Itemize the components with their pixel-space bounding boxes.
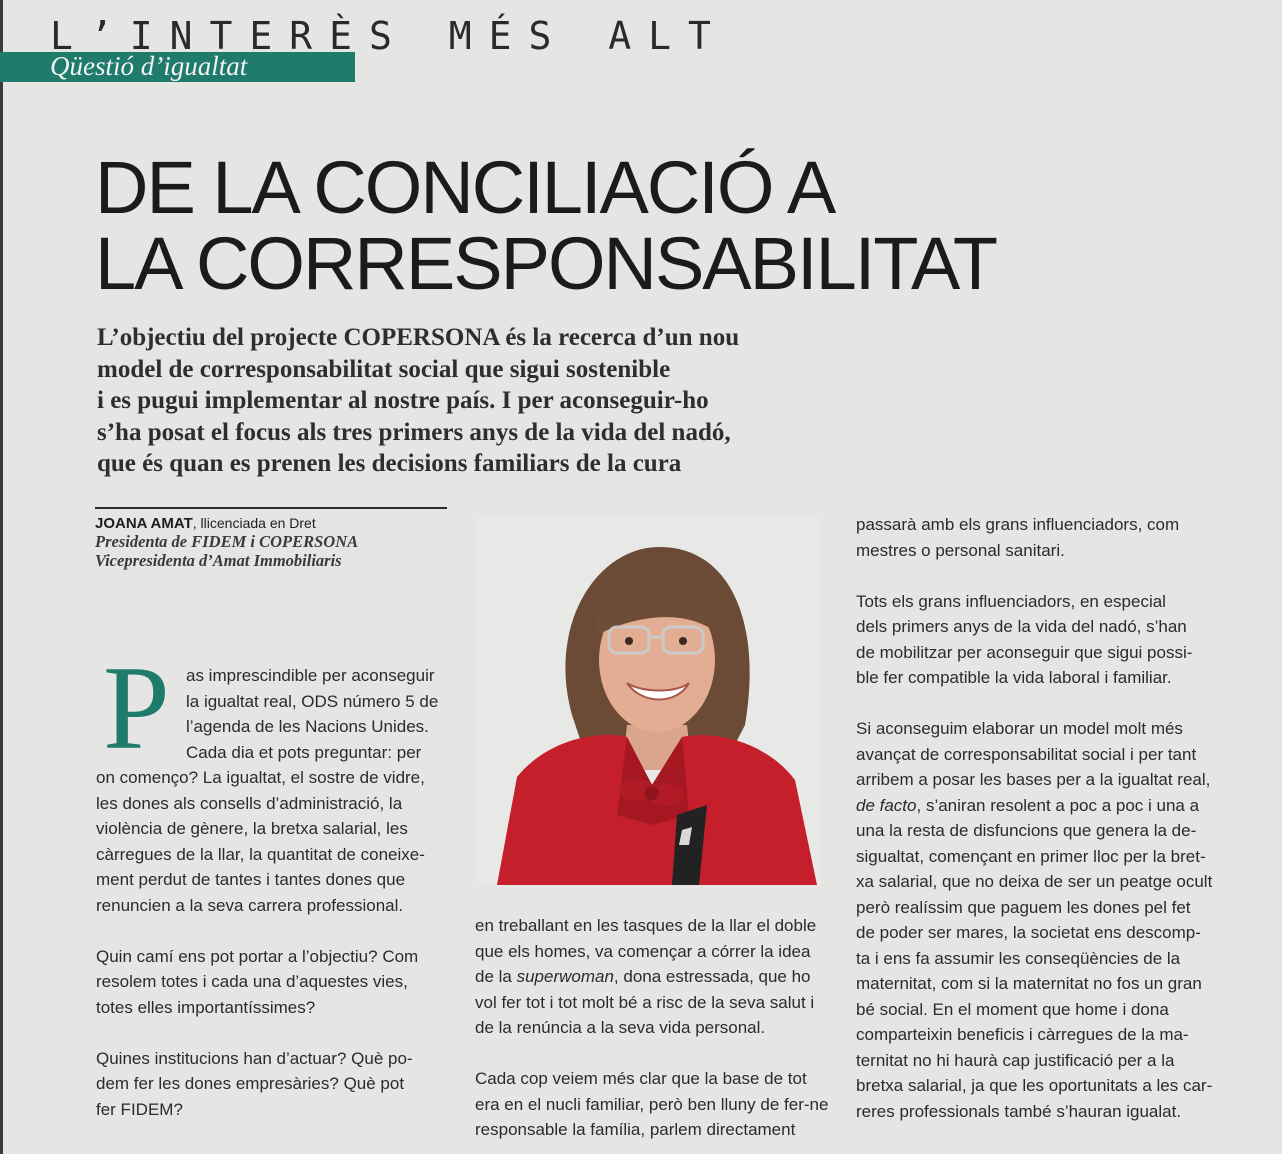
- body-line: as imprescindible per aconseguir: [186, 666, 435, 685]
- body-line: de poder ser mares, la societat ens descomp-: [856, 923, 1201, 942]
- body-line: dels primers anys de la vida del nadó, s’han: [856, 617, 1187, 636]
- byline-divider: [95, 507, 447, 509]
- paragraph-gap: [856, 691, 1216, 717]
- paragraph-gap: [475, 1041, 833, 1067]
- author-role: Vicepresidenta d’Amat Immobiliaris: [95, 551, 342, 570]
- body-line: de la renúncia a la seva vida personal.: [475, 1018, 766, 1037]
- lede-line: i es pugui implementar al nostre país. I per aconseguir-ho: [97, 387, 709, 414]
- body-line: Cada cop veiem més clar que la base de tot: [475, 1069, 807, 1088]
- body-line: una la resta de disfuncions que genera la de-: [856, 821, 1197, 840]
- body-column-2: [475, 913, 833, 1143]
- body-column-1: [96, 663, 452, 1122]
- body-line: bretxa salarial, ja que les oportunitats a les car-: [856, 1076, 1213, 1095]
- body-line: comparteixin beneficis i càrregues de la ma-: [856, 1025, 1189, 1044]
- body-line: Cada dia et pots preguntar: per: [186, 742, 422, 762]
- body-line: reres professionals també s’hauran igualat.: [856, 1101, 1182, 1121]
- body-line: on començo? La igualtat, el sostre de vidre,: [96, 768, 425, 787]
- lede-line: model de corresponsabilitat social que sigui sostenible: [97, 355, 671, 383]
- italic-term: superwoman: [516, 967, 614, 986]
- section-title: L’INTERÈS MÉS ALT: [50, 14, 728, 58]
- body-line: responsable la família, parlem directament: [475, 1120, 796, 1139]
- paragraph-gap: [96, 1020, 452, 1046]
- body-line: però realíssim que paguem les dones pel fet: [856, 897, 1191, 917]
- body-line: fer FIDEM?: [96, 1099, 183, 1119]
- body-line: sigualtat, començant en primer lloc per la bret-: [856, 846, 1206, 866]
- author-role: Presidenta de FIDEM i COPERSONA: [95, 532, 359, 551]
- body-line: maternitat, com si la maternitat no fos un gran: [856, 974, 1202, 993]
- body-line: violència de gènere, la bretxa salarial, les: [96, 819, 408, 838]
- body-line: resolem totes i cada una d’aquestes vies,: [96, 972, 408, 991]
- body-line: càrregues de la llar, la quantitat de coneixe-: [96, 844, 425, 864]
- body-line: vol fer tot i tot molt bé a risc de la seva salut i: [475, 992, 815, 1012]
- body-line: Quin camí ens pot portar a l’objectiu? Com: [96, 946, 419, 966]
- body-line: era en el nucli familiar, però ben lluny de fer-ne: [475, 1094, 829, 1114]
- paragraph-gap: [856, 563, 1216, 589]
- author-credential: , llicenciada en Dret: [192, 515, 316, 531]
- author-portrait: [477, 515, 821, 885]
- body-line: ta i ens fa assumir les conseqüències de la: [856, 948, 1181, 968]
- page-edge-rule: [0, 0, 3, 1154]
- body-line: arribem a posar les bases per a la igualtat real,: [856, 770, 1211, 789]
- drop-cap: P: [103, 641, 170, 774]
- author-byline: [95, 515, 515, 570]
- article-headline: [95, 146, 1095, 305]
- portrait-illustration: [477, 515, 821, 885]
- body-line: la igualtat real, ODS número 5 de: [186, 691, 439, 711]
- body-line: mestres o personal sanitari.: [856, 540, 1065, 560]
- body-line: Quines institucions han d’actuar? Què po-: [96, 1048, 413, 1068]
- author-name: JOANA AMAT: [95, 515, 193, 532]
- lede-line: que és quan es prenen les decisions familiars de la cura: [97, 450, 682, 477]
- body-line: dem fer les dones empresàries? Què pot: [96, 1074, 405, 1093]
- section-subtitle: Qüestió d’igualtat: [50, 51, 248, 81]
- body-line: les dones als consells d’administració, la: [96, 793, 403, 813]
- body-line: totes elles importantíssimes?: [96, 997, 316, 1017]
- italic-term: de facto: [856, 795, 917, 815]
- body-line: bé social. En el moment que home i dona: [856, 999, 1169, 1019]
- body-line: ble fer compatible la vida laboral i familiar.: [856, 668, 1172, 687]
- body-line: que els homes, va començar a córrer la idea: [475, 941, 811, 961]
- body-line: ternitat no hi haurà cap justificació per a la: [856, 1050, 1175, 1070]
- body-line: en treballant en les tasques de la llar el doble: [475, 916, 817, 935]
- body-line: de facto, s’aniran resolent a poc a poc i una a: [856, 795, 1200, 815]
- paragraph-gap: [96, 918, 452, 944]
- body-line: renuncien a la seva carrera professional.: [96, 895, 404, 915]
- lede-line: L’objectiu del projecte COPERSONA és la recerca d’un nou: [97, 324, 740, 351]
- body-line: de la superwoman, dona estressada, que ho: [475, 967, 811, 986]
- body-column-3: [856, 512, 1216, 1124]
- body-line: Si aconseguim elaborar un model molt més: [856, 719, 1183, 738]
- body-line: Tots els grans influenciadors, en especial: [856, 591, 1166, 611]
- body-line: xa salarial, que no deixa de ser un peatge ocult: [856, 872, 1213, 891]
- headline-line: LA CORRESPONSABILITAT: [95, 222, 997, 305]
- body-line: l’agenda de les Nacions Unides.: [186, 717, 429, 736]
- article-lede: [97, 322, 857, 480]
- body-line: ment perdut de tantes i tantes dones que: [96, 870, 406, 889]
- body-line: passarà amb els grans influenciadors, com: [856, 515, 1180, 534]
- headline-line: DE LA CONCILIACIÓ A: [95, 146, 835, 229]
- body-line: de mobilitzar per aconseguir que sigui possi-: [856, 642, 1193, 662]
- lede-line: s’ha posat el focus als tres primers anys de la vida del nadó,: [97, 418, 731, 446]
- body-line: avançat de corresponsabilitat social i per tant: [856, 744, 1197, 764]
